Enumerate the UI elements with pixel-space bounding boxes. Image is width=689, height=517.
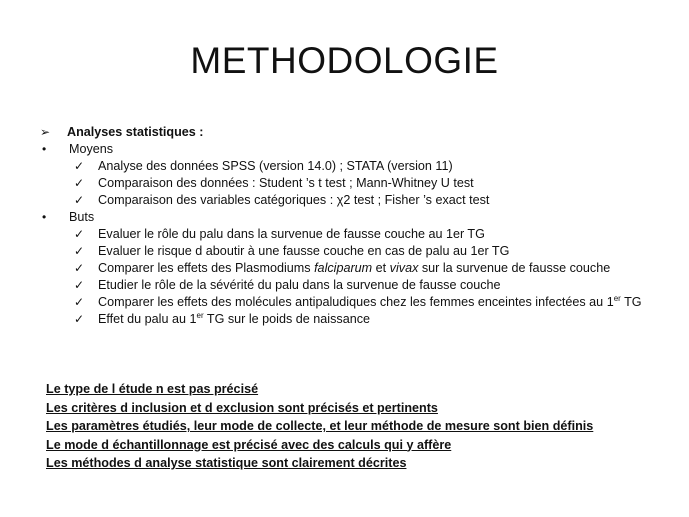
- checkmark-icon: ✓: [74, 261, 85, 275]
- buts-row: [40, 209, 660, 226]
- moyens-row: [40, 141, 660, 158]
- checkmark-icon: ✓: [74, 176, 85, 190]
- evaluation-note-text: Le type de l étude n est pas précisé: [46, 382, 259, 396]
- moyens-item-text: Analyse des données SPSS (version 14.0) ; STATA (version 11): [98, 159, 453, 173]
- list-item: [74, 277, 660, 294]
- dot-bullet-icon: •: [42, 210, 47, 224]
- list-item: [74, 260, 660, 277]
- buts-label: Buts: [69, 210, 95, 224]
- arrow-bullet-icon: ➢: [40, 125, 51, 139]
- list-item: [74, 243, 660, 260]
- buts-item-text: Evaluer le rôle du palu dans la survenue de fausse couche au 1er TG: [98, 227, 485, 241]
- buts-item-text: [98, 294, 660, 311]
- section-heading: Analyses statistiques :: [67, 125, 204, 139]
- evaluation-note-text: Les méthodes d analyse statistique sont clairement décrites: [46, 456, 407, 470]
- buts-item-text: Evaluer le risque d aboutir à une fausse couche en cas de palu au 1er TG: [98, 244, 510, 258]
- species-falciparum: falciparum: [314, 261, 373, 275]
- list-item: [74, 192, 660, 209]
- item-text-part: TG: [620, 295, 642, 309]
- checkmark-icon: ✓: [74, 159, 85, 173]
- superscript: er: [613, 293, 621, 303]
- checkmark-icon: ✓: [74, 193, 85, 207]
- buts-item-text: [98, 311, 660, 328]
- item-text-part: Comparer les effets des Plasmodiums: [98, 261, 315, 275]
- checkmark-icon: ✓: [74, 244, 85, 258]
- evaluation-note-text: Les paramètres étudiés, leur mode de collecte, et leur méthode de mesure sont bien définis: [46, 419, 594, 433]
- item-text-part: Effet du palu au 1: [98, 312, 197, 326]
- species-vivax: vivax: [389, 261, 419, 275]
- evaluation-note-line: [46, 417, 666, 436]
- evaluation-note-line: [46, 454, 666, 473]
- buts-item-text: [98, 260, 660, 277]
- checkmark-icon: ✓: [74, 227, 85, 241]
- moyens-item-text: Comparaison des variables catégoriques : χ2 test ; Fisher ’s exact test: [98, 193, 490, 207]
- list-item: [74, 175, 660, 192]
- section-heading-row: [40, 124, 660, 141]
- evaluation-note-line: [46, 436, 666, 455]
- item-text-part: Comparer les effets des molécules antipaludiques chez les femmes enceintes infectées au 1: [98, 295, 614, 309]
- moyens-label: Moyens: [69, 142, 114, 156]
- evaluation-note-line: [46, 399, 666, 418]
- checkmark-icon: ✓: [74, 295, 85, 309]
- slide-title: METHODOLOGIE: [190, 40, 499, 81]
- moyens-item-text: Comparaison des données : Student ’s t test ; Mann-Whitney U test: [98, 176, 474, 190]
- item-text-part: TG sur le poids de naissance: [203, 312, 371, 326]
- list-item: [74, 226, 660, 243]
- item-text-part: et: [372, 261, 390, 275]
- evaluation-note-text: Les critères d inclusion et d exclusion sont précisés et pertinents: [46, 400, 438, 415]
- list-item: [74, 158, 660, 175]
- list-item: [74, 294, 660, 311]
- superscript: er: [196, 310, 204, 320]
- slide-content: [40, 124, 660, 328]
- buts-item-text: Etudier le rôle de la sévérité du palu dans la survenue de fausse couche: [98, 278, 501, 292]
- dot-bullet-icon: •: [42, 142, 47, 156]
- list-item: [74, 311, 660, 328]
- checkmark-icon: ✓: [74, 312, 85, 326]
- evaluation-notes: [46, 380, 666, 473]
- evaluation-note-text: Le mode d échantillonnage est précisé avec des calculs qui y affère: [46, 437, 452, 452]
- evaluation-note-line: [46, 380, 666, 399]
- item-text-part: sur la survenue de fausse couche: [418, 261, 611, 275]
- checkmark-icon: ✓: [74, 278, 85, 292]
